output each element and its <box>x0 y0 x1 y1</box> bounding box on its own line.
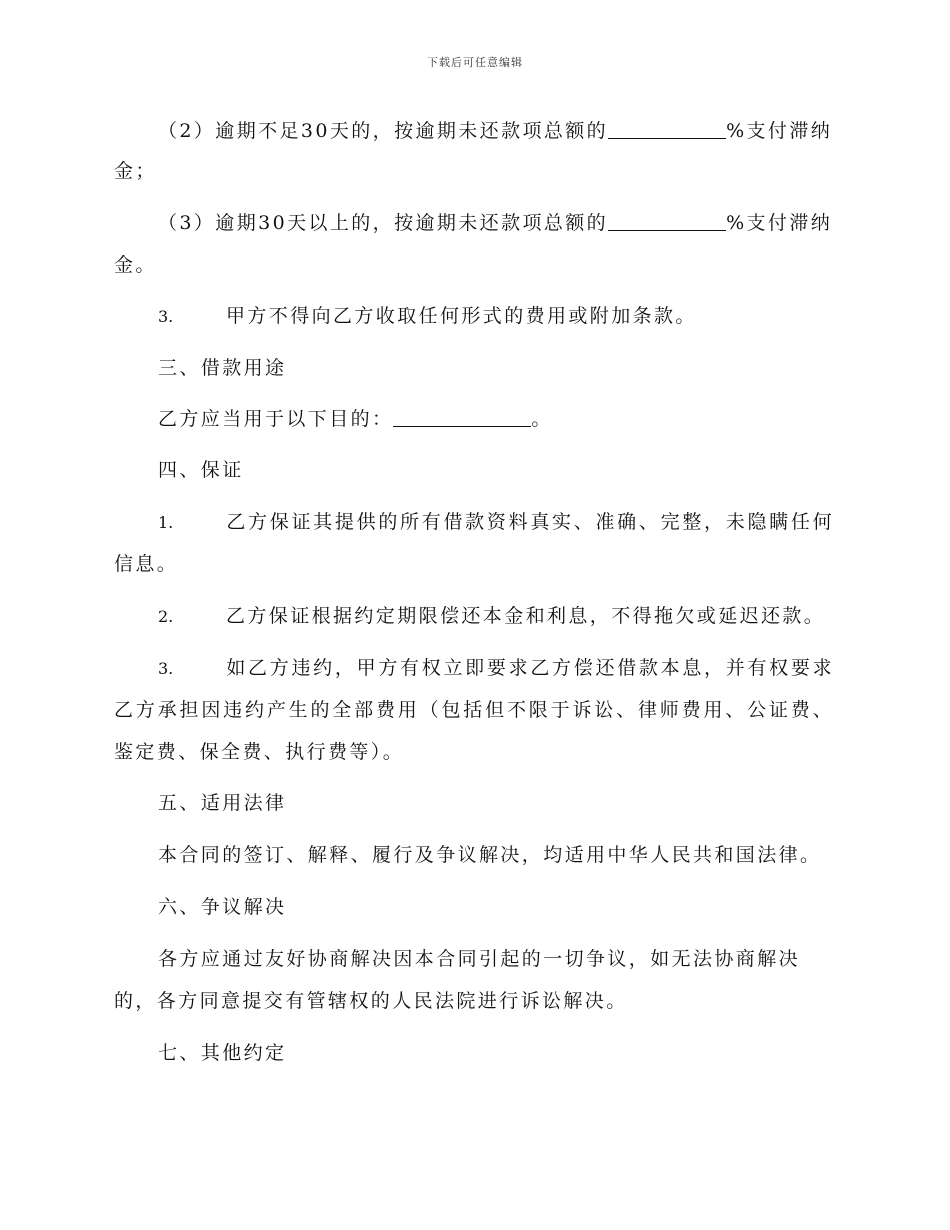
item-number: 3. <box>158 659 174 678</box>
item-text: 甲方不得向乙方收取任何形式的费用或附加条款。 <box>226 305 697 327</box>
late-fee-clause-3-text: （3）逾期30天以上的，按逾期未还款项总额的 <box>158 212 609 234</box>
item-number: 1. <box>158 513 174 532</box>
guarantee-item-3-continuation-2: 鉴定费、保全费、执行费等）。 <box>114 741 405 763</box>
late-fee-rate-blank-2[interactable] <box>608 118 726 139</box>
loan-purpose-text: 乙方应当用于以下目的： <box>158 408 394 430</box>
late-fee-clause-3-suffix: %支付滞纳 <box>726 212 833 234</box>
dispute-resolution-text-2: 的，各方同意提交有管辖权的人民法院进行诉讼解决。 <box>114 990 628 1012</box>
late-fee-clause-2-suffix: %支付滞纳 <box>726 120 833 142</box>
loan-purpose-blank[interactable] <box>393 406 531 427</box>
item-text: 乙方保证根据约定期限偿还本金和利息，不得拖欠或延迟还款。 <box>226 605 826 627</box>
loan-purpose-end: 。 <box>531 408 553 430</box>
page-header: 下载后可任意编辑 <box>427 56 523 69</box>
guarantee-item-1 <box>158 509 834 536</box>
guarantee-item-2 <box>158 603 834 630</box>
dispute-resolution-text-1: 各方应通过友好协商解决因本合同引起的一切争议，如无法协商解决 <box>158 948 801 970</box>
guarantee-item-1-continuation: 信息。 <box>114 553 179 575</box>
section-title-applicable-law: 五、适用法律 <box>158 792 287 814</box>
item-number: 3. <box>158 307 174 326</box>
fee-clause-item-3 <box>158 303 834 330</box>
section-title-other-terms: 七、其他约定 <box>158 1042 287 1064</box>
section-title-dispute-resolution: 六、争议解决 <box>158 896 287 918</box>
late-fee-rate-blank-3[interactable] <box>608 210 726 231</box>
item-number: 2. <box>158 607 174 626</box>
applicable-law-text: 本合同的签订、解释、履行及争议解决，均适用中华人民共和国法律。 <box>158 844 822 866</box>
guarantee-item-3 <box>158 655 834 682</box>
late-fee-clause-2-continuation: 金； <box>114 160 157 182</box>
loan-purpose-line <box>158 406 834 432</box>
section-title-guarantee: 四、保证 <box>158 459 244 481</box>
late-fee-clause-2-text: （2）逾期不足30天的，按逾期未还款项总额的 <box>158 120 609 142</box>
item-text: 如乙方违约，甲方有权立即要求乙方偿还借款本息，并有权要求 <box>226 657 834 679</box>
late-fee-clause-3 <box>158 210 834 236</box>
item-text: 乙方保证其提供的所有借款资料真实、准确、完整，未隐瞒任何 <box>226 511 834 533</box>
section-title-loan-purpose: 三、借款用途 <box>158 357 287 379</box>
late-fee-clause-3-continuation: 金。 <box>114 254 157 276</box>
late-fee-clause-2 <box>158 118 834 144</box>
guarantee-item-3-continuation-1: 乙方承担因违约产生的全部费用（包括但不限于诉讼、律师费用、公证费、 <box>114 699 834 721</box>
